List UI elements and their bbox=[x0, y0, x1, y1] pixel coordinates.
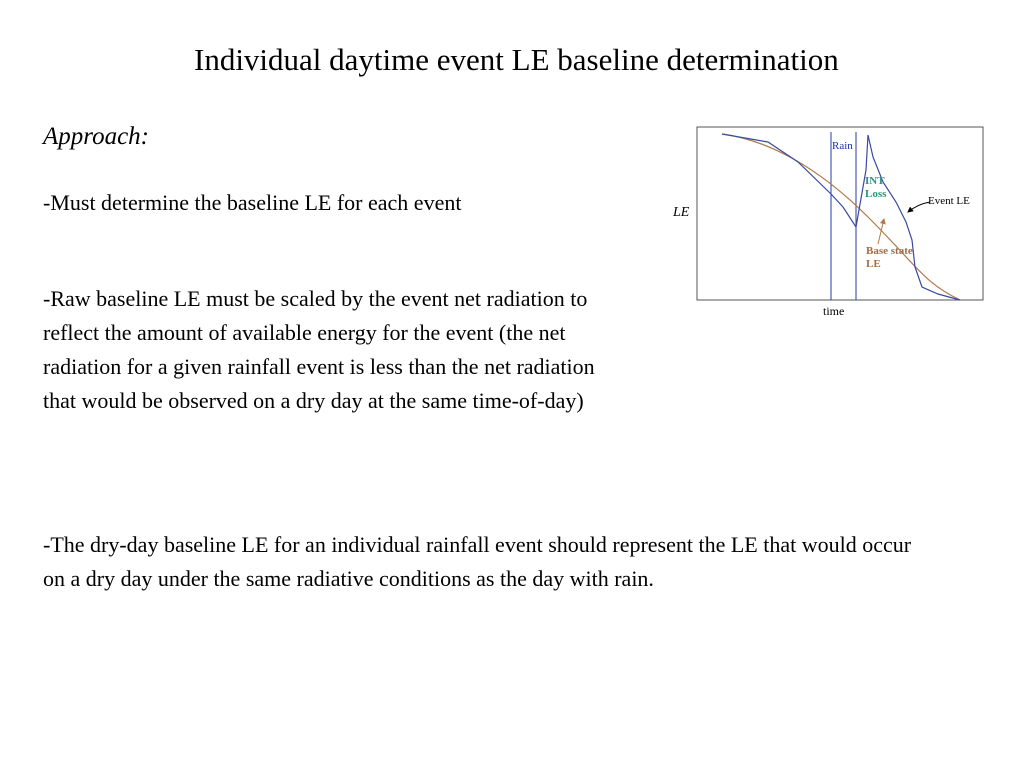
event-le-label: Event LE bbox=[928, 195, 970, 207]
le-diagram-graphic bbox=[668, 122, 988, 322]
event-le-arrow bbox=[908, 202, 930, 212]
approach-heading: Approach: bbox=[43, 123, 149, 150]
y-axis-label: LE bbox=[673, 205, 690, 220]
bullet-dry-day: -The dry-day baseline LE for an individual rainfall event should represent the LE that would occur on a dry day under the same radiative conditions as the day with rain. bbox=[43, 532, 912, 591]
x-axis-label: time bbox=[823, 304, 845, 318]
base-state-le-curve bbox=[722, 134, 960, 300]
int-loss-label: INT Loss bbox=[865, 175, 887, 200]
rain-label: Rain bbox=[832, 140, 853, 152]
slide-title: Individual daytime event LE baseline determination bbox=[194, 42, 839, 77]
bullet-baseline: -Must determine the baseline LE for each event bbox=[43, 190, 462, 215]
le-diagram bbox=[668, 122, 988, 322]
bullet-net-radiation: -Raw baseline LE must be scaled by the event net radiation to reflect the amount of available energy for the event (the net radiation for a given rainfall event is less than the net radiation that would be observed on a dry day at the same time-of-day) bbox=[43, 286, 595, 413]
base-state-label: Base state LE bbox=[866, 245, 913, 270]
base-state-arrow bbox=[878, 219, 884, 244]
